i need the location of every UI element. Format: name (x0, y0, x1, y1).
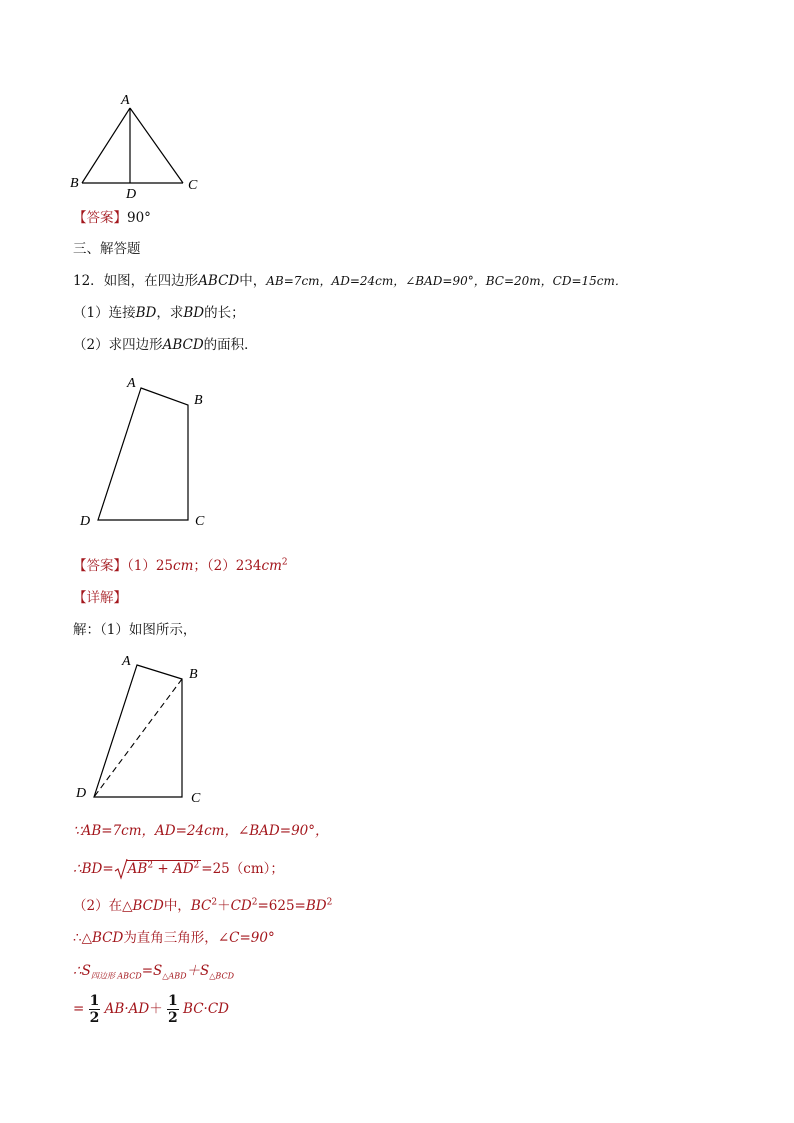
label-B: B (70, 176, 79, 191)
label-B: B (194, 393, 203, 408)
answer-12: 【答案】（1）25cm；$(2)234cm^2$ (73, 557, 288, 574)
label-D: D (126, 187, 137, 202)
label-A: A (122, 654, 131, 669)
quadrilateral-diagonal-figure (70, 650, 220, 810)
label-D: D (80, 514, 91, 529)
label-D: D (76, 786, 87, 801)
solution-line-3: （2）在△BCD中，$BC^2+CD^2=625=BD^2$ (73, 897, 333, 914)
fraction-half: $\frac{1}{2}$ (89, 993, 100, 1026)
problem-12-q2: （2）求四边形ABCD的面积． (73, 337, 258, 353)
solution-line-5: $\therefore S_{四边形 ABCD}=S_{\triangle ABD}+S_{\triangle BCD}$ (73, 963, 234, 981)
solution-line-2: ∴BD= $AB^2 + AD^2 =25(cm)$； (73, 860, 284, 877)
triangle-figure (66, 90, 216, 202)
label-B: B (189, 667, 198, 682)
label-A: A (127, 376, 136, 391)
square-root: $AB^2 + AD^2$ (114, 860, 202, 878)
answer-value: 90° (127, 210, 151, 226)
quadrilateral-figure (70, 370, 220, 530)
label-C: C (195, 514, 205, 529)
solution-line-1: ∵AB=7cm，AD=24cm，∠BAD=90°， (73, 823, 329, 839)
solution-line-4: ∴△BCD为直角三角形，∠C=90° (73, 930, 275, 946)
answer-11 (73, 209, 151, 227)
problem-12-q1: （1）连接BD，求BD的长； (73, 305, 245, 321)
label-A: A (121, 93, 130, 108)
problem-12-stem: 12．如图，在四边形ABCD中，AB=7cm，AD=24cm，∠BAD=90°，BC=20m，CD=15cm． (73, 273, 627, 289)
label-C: C (191, 791, 201, 806)
fraction-half: $\frac{1}{2}$ (168, 993, 178, 1026)
solution-line-6: = $\frac{1}{2}$ AB·AD＋ $\frac{1}{2}$ BC·CD (73, 993, 229, 1026)
detail-tag: 【详解】 (73, 590, 127, 606)
section-heading: 三、解答题 (73, 241, 141, 257)
solution-intro: 解：（1）如图所示， (73, 622, 197, 638)
answer-tag: 【答案】 (73, 210, 127, 226)
label-C: C (188, 178, 198, 193)
